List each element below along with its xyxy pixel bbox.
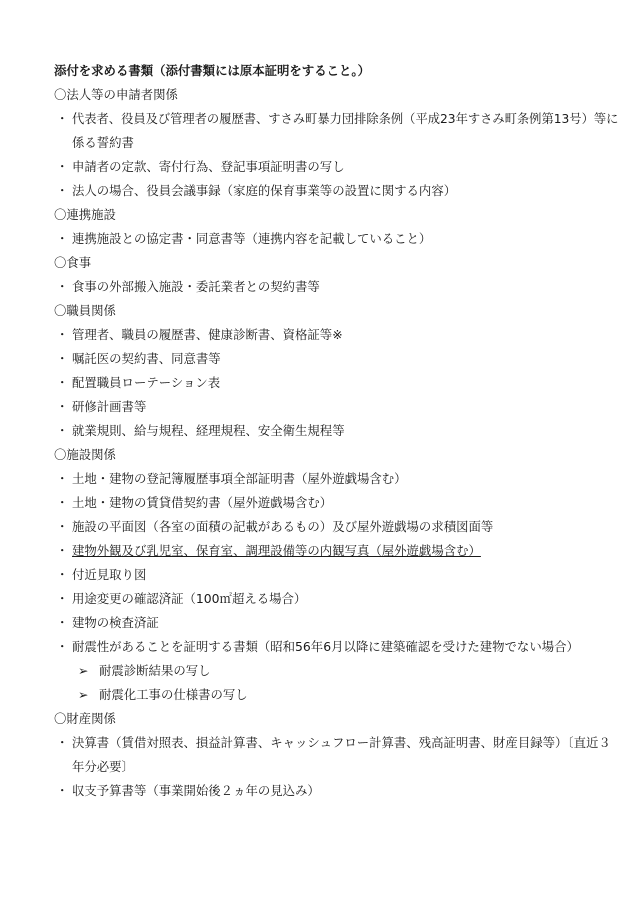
list-item-text-underlined: 建物外観及び乳児室、保育室、調理設備等の内観写真（屋外遊戯場含む）: [72, 543, 481, 558]
list-item-text: 代表者、役員及び管理者の履歴書、すさみ町暴力団排除条例（平成23年すさみ町条例第13号）等に: [72, 112, 619, 126]
bullet-mark: ・: [56, 567, 69, 582]
list-item-text: 研修計画書等: [72, 399, 147, 414]
sub-list-item-text: 耐震化工事の仕様書の写し: [99, 687, 248, 702]
list-item-continuation: 年分必要〕: [72, 759, 134, 774]
bullet-mark: ・: [56, 735, 69, 750]
arrow-bullet-icon: ➢: [78, 663, 89, 678]
bullet-mark: ・: [56, 183, 69, 198]
bullet-mark: ・: [56, 495, 69, 510]
bullet-mark: ・: [56, 375, 69, 390]
bullet-mark: ・: [56, 615, 69, 630]
bullet-mark: ・: [56, 783, 69, 798]
section-title-facility: 〇施設関係: [54, 447, 116, 462]
bullet-mark: ・: [56, 327, 69, 342]
list-item-text: 法人の場合、役員会議事録（家庭的保育事業等の設置に関する内容）: [72, 183, 457, 198]
list-item-text: 嘱託医の契約書、同意書等: [72, 351, 221, 366]
section-title-meals: 〇食事: [54, 255, 92, 270]
arrow-bullet-icon: ➢: [78, 687, 89, 702]
list-item-text: 施設の平面図（各室の面積の記載があるもの）及び屋外遊戯場の求積図面等: [72, 519, 494, 534]
bullet-mark: ・: [56, 231, 69, 246]
bullet-mark: ・: [56, 519, 69, 534]
sub-list-item-text: 耐震診断結果の写し: [99, 663, 211, 678]
bullet-mark: ・: [56, 111, 69, 126]
section-title-applicant: 〇法人等の申請者関係: [54, 87, 178, 102]
list-item-text: 配置職員ローテーション表: [72, 375, 221, 390]
list-item-text: 決算書（賃借対照表、損益計算書、キャッシュフロー計算書、残高証明書、財産目録等）〔直近３: [72, 735, 611, 750]
list-item-text: 耐震性があることを証明する書類（昭和56年6月以降に建築確認を受けた建物でない場合）: [72, 639, 579, 654]
list-item-text: 建物の検査済証: [72, 615, 159, 630]
list-item-text: 就業規則、給与規程、経理規程、安全衛生規程等: [72, 423, 345, 438]
bullet-mark: ・: [56, 639, 69, 654]
list-item-text: 収支予算書等（事業開始後２ヵ年の見込み）: [72, 783, 320, 798]
bullet-mark: ・: [56, 591, 69, 606]
bullet-mark: ・: [56, 471, 69, 486]
bullet-mark: ・: [56, 351, 69, 366]
bullet-mark: ・: [56, 543, 69, 558]
bullet-mark: ・: [56, 279, 69, 294]
list-item-text: 管理者、職員の履歴書、健康診断書、資格証等※: [72, 327, 343, 342]
section-title-finance: 〇財産関係: [54, 711, 116, 726]
list-item-text: 付近見取り図: [72, 567, 147, 582]
list-item-text: 連携施設との協定書・同意書等（連携内容を記載していること）: [72, 231, 432, 246]
list-item-continuation: 係る誓約書: [72, 135, 134, 150]
bullet-mark: ・: [56, 159, 69, 174]
section-title-staff: 〇職員関係: [54, 303, 116, 318]
list-item-text: 用途変更の確認済証（100㎡超える場合）: [72, 591, 307, 606]
page-title: 添付を求める書類（添付書類には原本証明をすること。）: [54, 63, 370, 78]
list-item-text: 土地・建物の登記簿履歴事項全部証明書（屋外遊戯場含む）: [72, 471, 407, 486]
bullet-mark: ・: [56, 399, 69, 414]
list-item-text: 申請者の定款、寄付行為、登記事項証明書の写し: [72, 159, 345, 174]
bullet-mark: ・: [56, 423, 69, 438]
list-item-text: 土地・建物の賃貸借契約書（屋外遊戯場含む）: [72, 495, 333, 510]
list-item-text: 食事の外部搬入施設・委託業者との契約書等: [72, 279, 320, 294]
section-title-partner-facility: 〇連携施設: [54, 207, 116, 222]
